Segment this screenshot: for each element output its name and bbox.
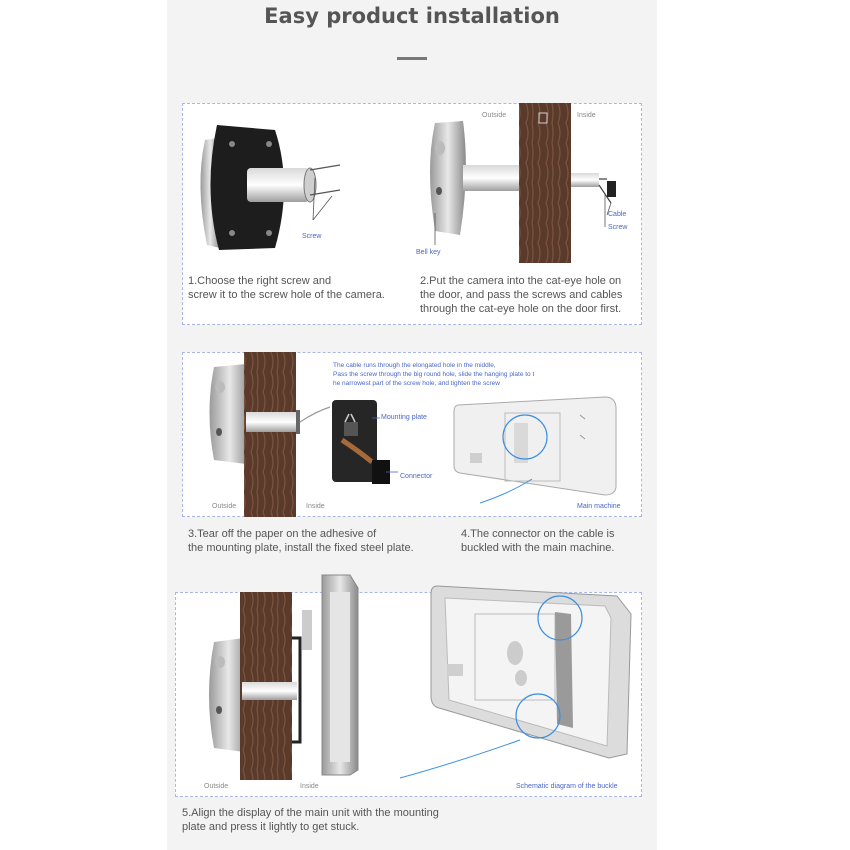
main-machine-back-illustration [450,395,625,500]
step2-inside-label: Inside [577,112,596,119]
step5-schematic-label: Schematic diagram of the buckle [516,783,618,790]
step4-caption: 4.The connector on the cable is buckled with the main machine. [461,528,615,554]
step5-caption: 5.Align the display of the main unit with the mounting plate and press it lightly to get stuck. [182,807,439,833]
camera-screw-illustration [195,120,355,260]
step2-caption: 2.Put the camera into the cat-eye hole on the door, and pass the screws and cables through the cat-eye hole on the door first. [420,275,623,315]
step2-screw-label: Screw [608,224,628,231]
step5-inside-label: Inside [300,783,319,790]
step4-main-machine-label: Main machine [577,503,621,510]
title-underline [397,57,427,60]
step1-caption: 1.Choose the right screw and screw it to the screw hole of the camera. [188,275,385,301]
step34-instruction-note: The cable runs through the elongated hole in the middle, Pass the screw through the big round hole, slide the hanging plate to t he narrowest part of the screw hole, and tighten the screw [333,362,535,387]
buckle-schematic-illustration [395,578,640,783]
display-alignment-illustration [200,570,370,780]
step2-bell-key-label: Bell key [416,249,441,256]
camera-in-door-illustration [415,103,635,263]
page-title: Easy product installation [264,4,560,28]
step2-cable-label: Cable [608,211,627,218]
step3-caption: 3.Tear off the paper on the adhesive of the mounting plate, install the fixed steel plate. [188,528,414,554]
step3-inside-label: Inside [306,503,325,510]
step1-screw-label: Screw [302,233,322,240]
step2-outside-label: Outside [482,112,507,119]
step3-outside-label: Outside [212,503,237,510]
step5-outside-label: Outside [204,783,229,790]
step3-connector-label: Connector [400,473,433,480]
step3-mounting-plate-label: Mounting plate [381,414,427,421]
